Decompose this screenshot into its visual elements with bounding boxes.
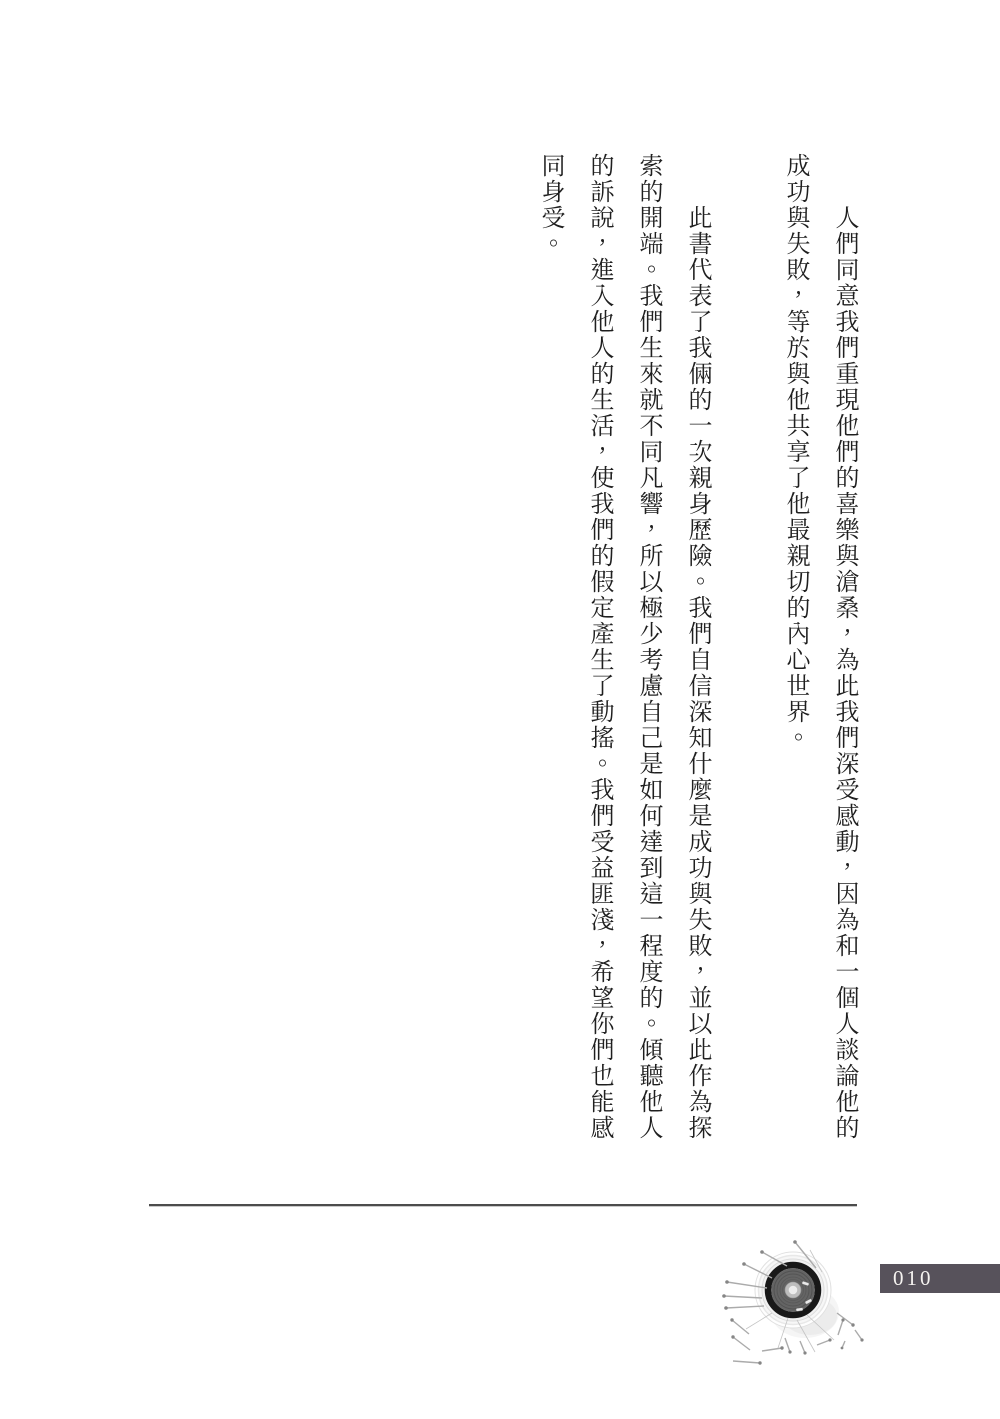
speaker-icon	[712, 1230, 872, 1380]
vertical-text-block	[525, 153, 868, 1141]
footer-divider-rule	[149, 1204, 857, 1207]
speaker-pins-illustration	[712, 1230, 872, 1380]
paragraph-2: 此書代表了我倆的一次親身歷險。我們自信深知什麼是成功與失敗，並以此作為探索的開端。我們生來就不同凡響，所以極少考慮自己是如何達到這一程度的。傾聽他人的訴說，進入他人的生活，使我們的假定產生了動搖。我們受益匪淺，希望你們也能感同身受。	[537, 153, 710, 1141]
paragraph-1: 人們同意我們重現他們的喜樂與滄桑，為此我們深受感動，因為和一個人談論他的成功與失敗，等於與他共享了他最親切的內心世界。	[782, 153, 857, 1141]
page-number: 010	[893, 1266, 934, 1290]
page-number-badge	[880, 1264, 1000, 1293]
